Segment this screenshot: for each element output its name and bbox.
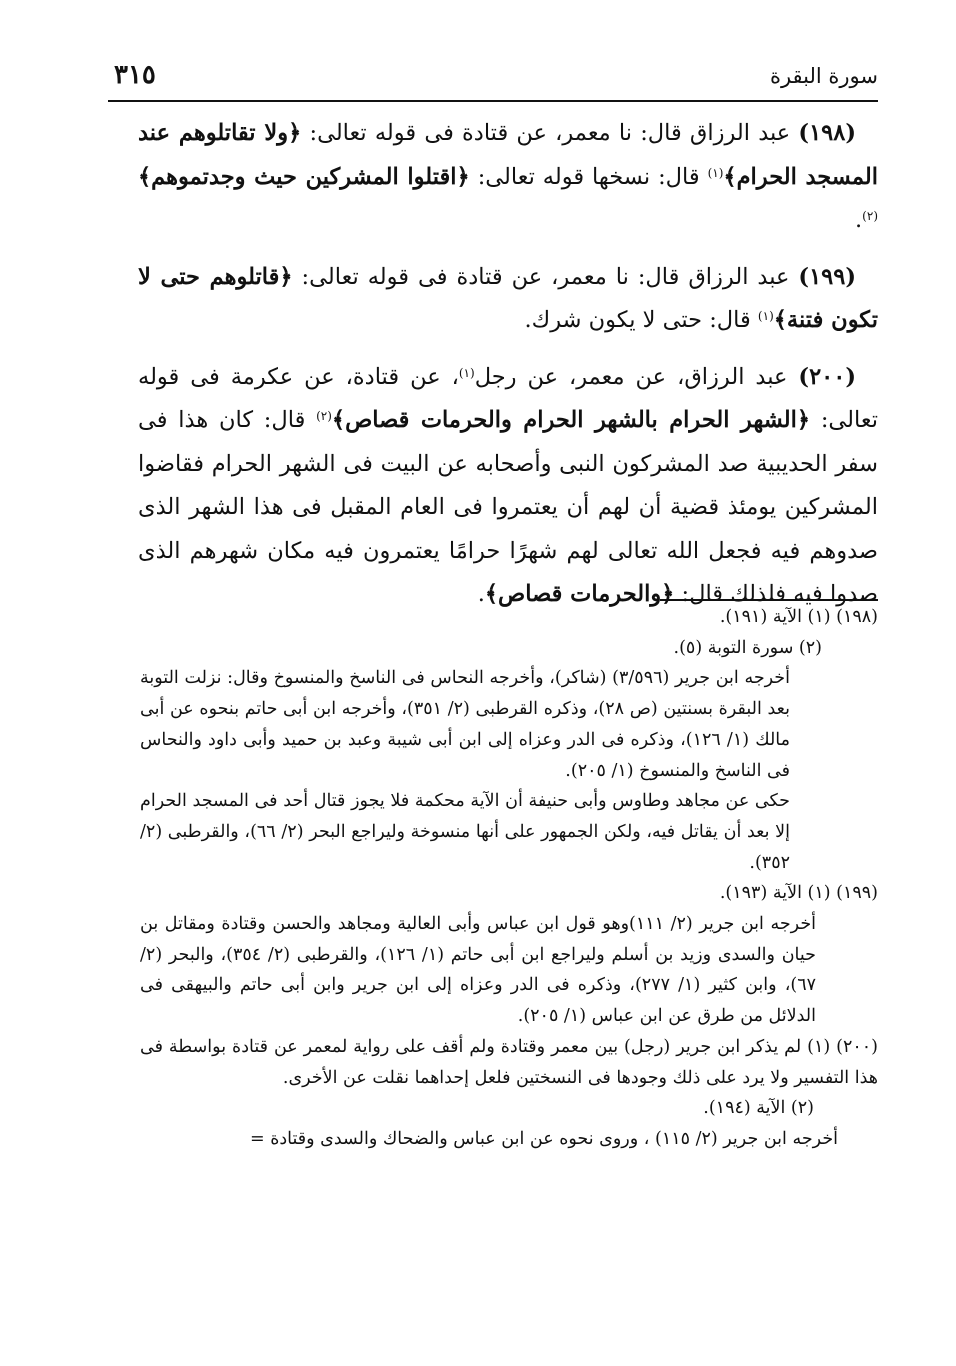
footnote: (١٩٩) (١) الآية (١٩٣).: [719, 883, 878, 904]
surah-title: سورة البقرة: [769, 64, 878, 88]
quran-quote: ﴿الشهر الحرام بالشهر الحرام والحرمات قصاص﴾: [331, 407, 811, 433]
footnotes: [140, 602, 878, 1155]
footnote-ref[interactable]: (١): [707, 165, 724, 180]
footnote: (٢٠٠) (١) لم يذكر ابن جرير (رجل) بين معمر وقتادة ولم أقف على رواية لمعمر عن قتادة بواسطة فى هذا التفسير ولا يرد على ذلك وجودها فى النسختين فلعل إحداهما نقلت عن الأخرى.: [140, 1036, 878, 1088]
paragraph-198: [138, 112, 878, 243]
quran-quote: ﴿اقتلوا المشركين حيث وجدتموهم﴾: [138, 163, 470, 190]
footnote-ref[interactable]: (١): [757, 309, 774, 323]
footnote-ref[interactable]: (١): [458, 365, 475, 380]
paragraph-199: [138, 256, 878, 343]
footnote: (١٩٨) (١) الآية (١٩١).: [719, 607, 878, 627]
footnote-separator: [660, 599, 878, 601]
narration-text: قال: كان هذا فى سفر الحديبية صد المشركون النبى وأصحابه عن البيت فى الشهر الحرام فقاضوا المشركين يومئذ قضية أن لهم أن يعتمروا فى العام المقبل فى هذا الشهر الذى صدوهم فيه فجعل الله تعالى لهم شهرًا حرامًا يعتمرون فيه مكان شهرهم الذى صدوا فيه فلذلك قال:: [138, 407, 878, 607]
footnote: أخرجه ابن جرير (٢/ ١١٥) ، وروى نحوه عن ابن عباس والضحاك والسدى وقتادة =: [249, 1128, 838, 1149]
footnote: (٢) الآية (١٩٤).: [703, 1098, 814, 1119]
narration-text: ، عن قتادة، عن عكرمة فى قوله تعالى:: [138, 363, 878, 433]
narration-text: .: [855, 207, 863, 233]
page-number: ٣١٥: [114, 60, 156, 90]
footnote: أخرجه ابن جرير (٣/٥٩٦) (شاكر)، وأخرجه النحاس فى الناسخ والمنسوخ وقال: نزلت التوبة بعد البقرة بسنتين (ص ٢٨)، وذكره القرطبى (٢/ ٣٥١)، وأخرجه ابن أبى حاتم بنحوه عن أبى مالك (١/ ١٢٦)، وذكره فى الدر وعزاه إلى ابن أبى شيبة وعبد بن حميد وأبى داود والنحاس فى الناسخ والمنسوخ (١/ ٢٠٥).: [140, 668, 790, 781]
quran-quote: ﴿والحرمات قصاص﴾: [484, 581, 675, 607]
entry-number: (٢٠٠): [798, 363, 856, 390]
footnote: أخرجه ابن جرير (٢/ ١١١)وهو قول ابن عباس وأبى العالية ومجاهد والحسن وقتادة ومقاتل بن حيان والسدى وزيد بن أسلم وليراجع ابن أبى حاتم (١/ ١٢٦)، والقرطبى (٢/ ٣٥٤)، والبحر (٢/ ٦٧)، وابن كثير (١/ ٢٧٧)، وذكره فى الدر وعزاه إلى ابن جرير وابن أبى حاتم والبيهقى فى الدلائل من طرق عن ابن عباس (١/ ٢٠٥).: [140, 914, 816, 1027]
paragraph-200: [138, 356, 878, 617]
footnote: حكى عن مجاهد وطاوس وأبى حنيفة أن الآية محكمة فلا يجوز قتال أحد فى المسجد الحرام إلا بعد أن يقاتل فيه، ولكن الجمهور على أنها منسوخة وليراجع البحر (٢/ ٦٦)، والقرطبى (٢/ ٣٥٢).: [140, 791, 790, 873]
entry-number: (١٩٨): [798, 120, 856, 146]
entry-number: (١٩٩): [798, 263, 856, 290]
footnote-ref[interactable]: (٢): [862, 209, 878, 223]
footnote-ref[interactable]: (٢): [316, 409, 332, 423]
footnote: (٢) سورة التوبة (٥).: [673, 637, 822, 658]
narration-text: قال: نسخها قوله تعالى:: [469, 163, 708, 190]
main-text: [138, 112, 878, 630]
header-rule: [108, 100, 878, 102]
quran-quote: ﴿قاتلوهم حتى لا تكون فتنة﴾: [138, 263, 878, 333]
narration-text: قال: حتى لا يكون شرك.: [524, 307, 758, 333]
running-header: [108, 60, 878, 100]
narration-text: عبد الرزاق قال: نا معمر، عن قتادة فى قوله تعالى:: [301, 120, 799, 146]
quran-quote: ﴿ولا تقاتلوهم عند المسجد الحرام﴾: [138, 120, 878, 190]
narration-text: عبد الرزاق، عن معمر، عن رجل: [474, 363, 799, 390]
narration-text: عبد الرزاق قال: نا معمر، عن قتادة فى قوله تعالى:: [292, 263, 799, 290]
narration-text: .: [477, 581, 485, 607]
